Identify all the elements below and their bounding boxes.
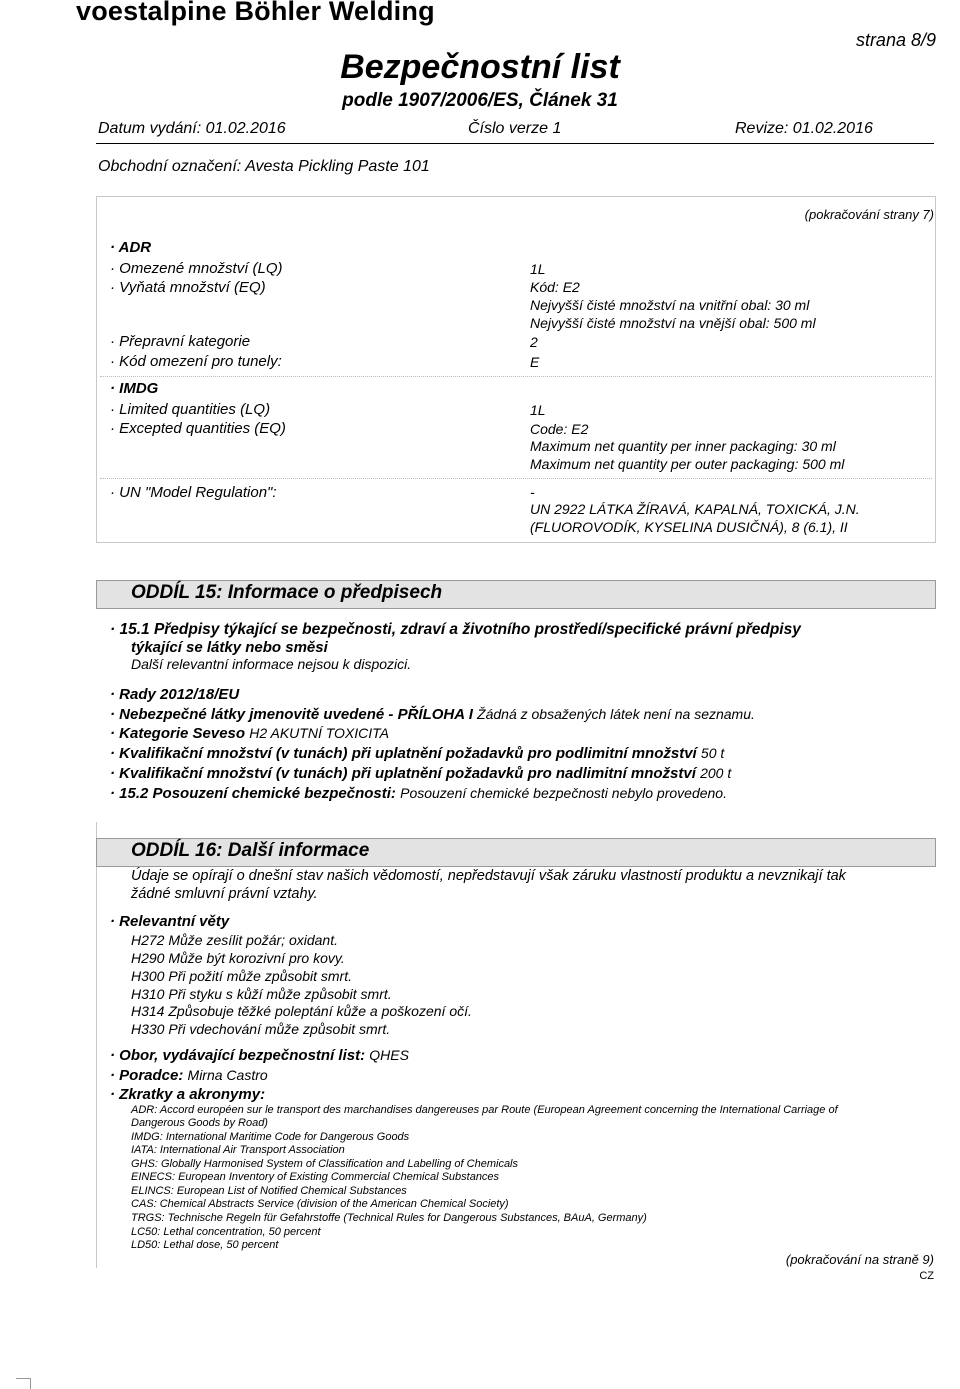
abbreviation-item: IMDG: International Maritime Code for Dangerous Goods: [131, 1131, 410, 1143]
s16-issuer-value: QHES: [369, 1047, 409, 1063]
abbreviation-item: ELINCS: European List of Notified Chemical Substances: [131, 1185, 407, 1197]
language-code: CZ: [919, 1270, 934, 1282]
imdg-eq-label: · Excepted quantities (EQ): [110, 420, 286, 437]
abbreviation-item: GHS: Globally Harmonised System of Classification and Labelling of Chemicals: [131, 1158, 519, 1170]
continued-to-note: (pokračování na straně 9): [785, 1252, 934, 1267]
adr-heading: · ADR: [110, 239, 152, 256]
h-phrase: H314 Způsobuje těžké poleptání kůže a poškození očí.: [131, 1003, 472, 1019]
h-phrase: H300 Při požití může způsobit smrt.: [131, 968, 352, 984]
section-15-header: [96, 580, 936, 609]
adr-category-label: · Přepravní kategorie: [110, 333, 251, 350]
revision-date: Revize: 01.02.2016: [735, 120, 873, 137]
adr-category-value: 2: [530, 334, 538, 350]
s16-intro-line1: Údaje se opírají o dnešní stav našich vědomostí, nepředstavují však záruku vlastností produktu a nevznikají tak: [131, 868, 846, 884]
h-phrase: H272 Může zesílit požár; oxidant.: [131, 932, 338, 948]
abbreviation-item: LC50: Lethal concentration, 50 percent: [131, 1226, 321, 1238]
h-phrase: H290 Může být korozivní pro kovy.: [131, 950, 345, 966]
s16-abbr-heading: · Zkratky a akronymy:: [110, 1086, 266, 1103]
s15-seveso-label: · Kategorie Seveso: [110, 725, 246, 742]
imdg-lq-label: · Limited quantities (LQ): [110, 401, 271, 418]
s15-qty-lower-label: · Kvalifikační množství (v tunách) při uplatnění požadavků pro podlimitní množství: [110, 745, 697, 762]
continued-from-note: (pokračování strany 7): [804, 207, 934, 222]
document-title: Bezpečnostní list: [340, 48, 620, 86]
s16-intro-line2: žádné smluvní právní vztahy.: [131, 886, 318, 902]
s16-advisor-label: · Poradce:: [110, 1067, 184, 1084]
version-number: Číslo verze 1: [468, 120, 562, 137]
s15-1-text: Další relevantní informace nejsou k dispozici.: [131, 656, 412, 672]
s16-issuer-label: · Obor, vydávající bezpečnostní list:: [110, 1047, 366, 1064]
imdg-eq-value: Code: E2: [530, 421, 589, 437]
header-divider: [96, 143, 934, 144]
un-model-class: (FLUOROVODÍK, KYSELINA DUSIČNÁ), 8 (6.1), II: [530, 519, 848, 535]
s15-2-label: · 15.2 Posouzení chemické bezpečnosti:: [110, 785, 396, 802]
s15-qty-upper-label: · Kvalifikační množství (v tunách) při uplatnění požadavků pro nadlimitní množství: [110, 765, 696, 782]
abbreviation-item: Dangerous Goods by Road): [131, 1117, 268, 1129]
s15-1-heading: · 15.1 Předpisy týkající se bezpečnosti, zdraví a životního prostředí/specifické právní předpisy: [110, 621, 801, 638]
adr-eq-inner: Nejvyšší čisté množství na vnitřní obal: 30 ml: [530, 297, 810, 313]
adr-lq-value: 1L: [530, 261, 546, 277]
page-corner-mark: [16, 1378, 31, 1389]
s15-2-value: Posouzení chemické bezpečnosti nebylo provedeno.: [400, 785, 727, 801]
dotted-divider: [100, 376, 932, 377]
s15-seveso-value: H2 AKUTNÍ TOXICITA: [249, 725, 389, 741]
s15-1-heading-cont: týkající se látky nebo směsi: [131, 639, 328, 656]
s15-qty-lower-value: 50 t: [700, 745, 725, 761]
adr-eq-value: Kód: E2: [530, 279, 580, 295]
section-16-title: ODDÍL 16: Další informace: [131, 840, 370, 861]
s15-directive: · Rady 2012/18/EU: [110, 686, 240, 703]
abbreviation-item: LD50: Lethal dose, 50 percent: [131, 1239, 279, 1251]
h-phrase: H330 Při vdechování může způsobit smrt.: [131, 1021, 391, 1037]
un-model-dash: -: [530, 484, 535, 500]
dotted-divider: [100, 478, 932, 479]
section-16-header: [96, 838, 936, 867]
imdg-lq-value: 1L: [530, 402, 546, 418]
product-name: Obchodní označení: Avesta Pickling Paste 101: [98, 158, 430, 175]
s15-named-substances-label: · Nebezpečné látky jmenovitě uvedené - PŘÍLOHA I: [110, 706, 473, 723]
abbreviation-item: ADR: Accord européen sur le transport des marchandises dangereuses par Route (European Agreement concerning the International Carriage of: [131, 1104, 838, 1116]
abbreviation-item: TRGS: Technische Regeln für Gefahrstoffe (Technical Rules for Dangerous Substances, BAuA, Germany): [131, 1212, 647, 1224]
abbreviation-item: EINECS: European Inventory of Existing Commercial Chemical Substances: [131, 1171, 500, 1183]
adr-tunnel-value: E: [530, 354, 540, 370]
s16-phrases-heading: · Relevantní věty: [110, 913, 230, 930]
h-phrase: H310 Při styku s kůží může způsobit smrt.: [131, 986, 392, 1002]
imdg-eq-inner: Maximum net quantity per inner packaging: 30 ml: [530, 438, 836, 454]
s16-advisor-value: Mirna Castro: [187, 1067, 268, 1083]
adr-eq-outer: Nejvyšší čisté množství na vnější obal: 500 ml: [530, 315, 816, 331]
document-subtitle: podle 1907/2006/ES, Článek 31: [342, 90, 618, 111]
adr-eq-label: · Vyňatá množství (EQ): [110, 279, 266, 296]
abbreviation-item: IATA: International Air Transport Association: [131, 1144, 345, 1156]
un-model-name: UN 2922 LÁTKA ŽÍRAVÁ, KAPALNÁ, TOXICKÁ, J.N.: [530, 501, 860, 517]
s15-named-substances-value: Žádná z obsažených látek není na seznamu.: [477, 706, 755, 722]
un-model-label: · UN "Model Regulation":: [110, 484, 277, 501]
imdg-heading: · IMDG: [110, 380, 159, 397]
imdg-eq-outer: Maximum net quantity per outer packaging: 500 ml: [530, 456, 845, 472]
section-15-title: ODDÍL 15: Informace o předpisech: [131, 582, 443, 603]
brand-logo-text: voestalpine Böhler Welding: [76, 0, 435, 26]
issue-date: Datum vydání: 01.02.2016: [98, 120, 286, 137]
adr-lq-label: · Omezené množství (LQ): [110, 260, 283, 277]
abbreviation-item: CAS: Chemical Abstracts Service (division of the American Chemical Society): [131, 1198, 509, 1210]
adr-tunnel-label: · Kód omezení pro tunely:: [110, 353, 282, 370]
s15-qty-upper-value: 200 t: [700, 765, 732, 781]
page-number: strana 8/9: [855, 30, 936, 50]
